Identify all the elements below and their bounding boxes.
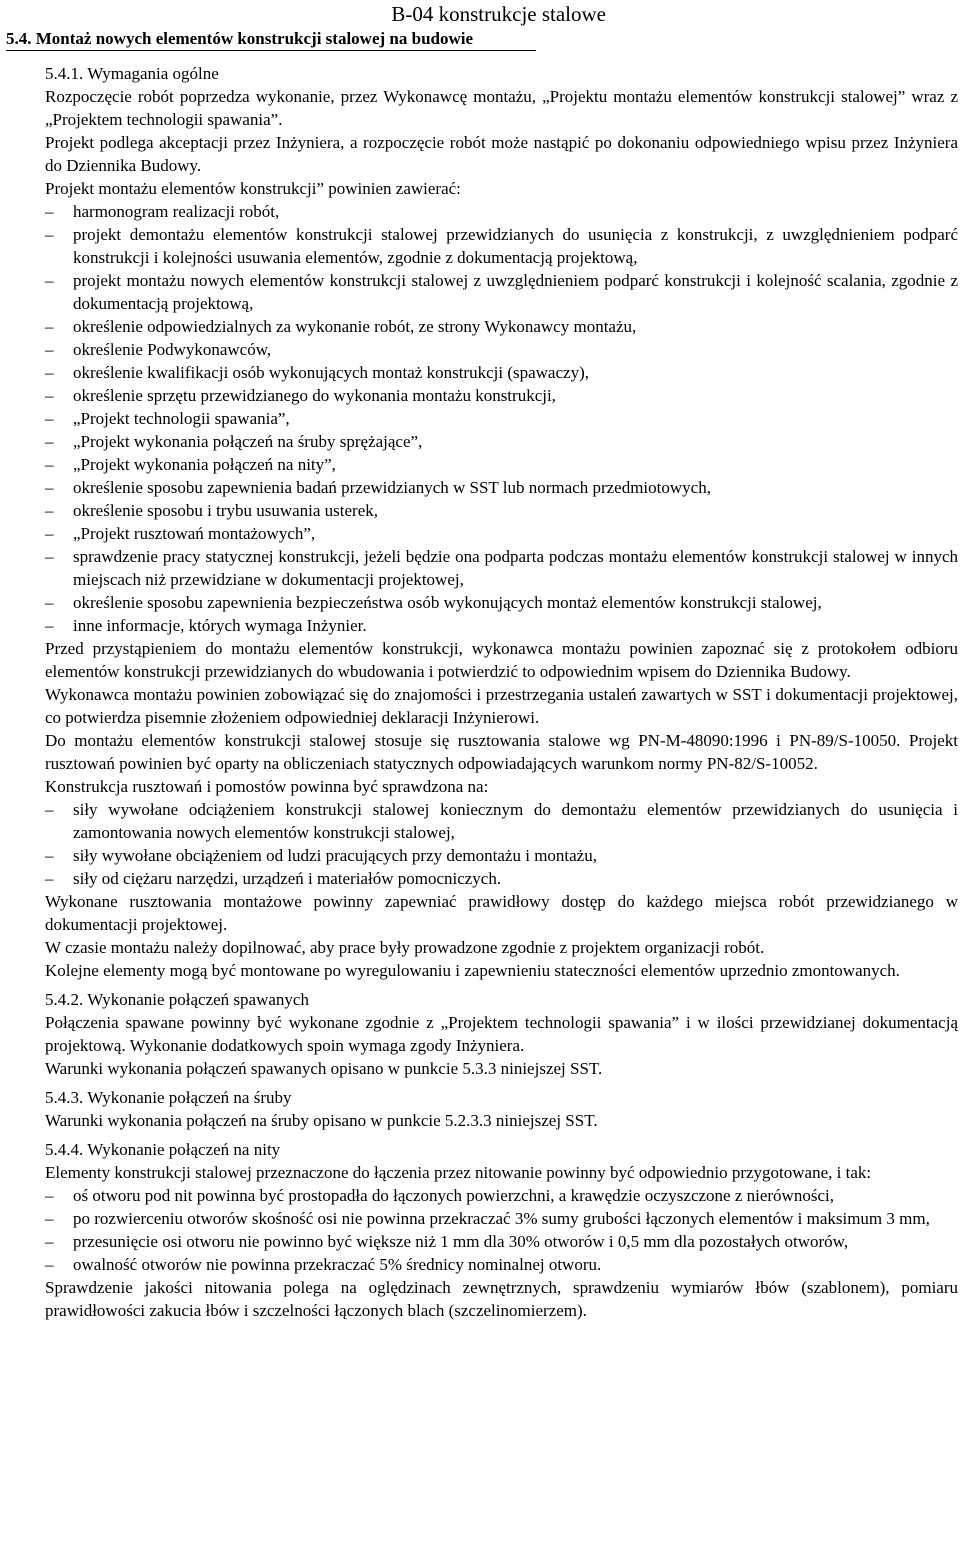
- paragraph: W czasie montażu należy dopilnować, aby prace były prowadzone zgodnie z projektem organizacji robót.: [45, 938, 765, 957]
- paragraph: Kolejne elementy mogą być montowane po wyregulowaniu i zapewnieniu stateczności elementów uprzednio zmontowanych.: [45, 961, 900, 980]
- list-item-text: „Projekt rusztowań montażowych”,: [73, 524, 316, 543]
- list-item: [45, 338, 958, 361]
- document-title: B-04 konstrukcje stalowe: [391, 2, 606, 26]
- list-item: [45, 867, 958, 890]
- paragraph: Sprawdzenie jakości nitowania polega na oględzinach zewnętrznych, sprawdzeniu wymiarów łbów (szablonem), pomiaru prawidłowości zakucia łbów i szczelności łączonych blach (szczelinomierzem).: [45, 1278, 958, 1320]
- list-item: [45, 522, 958, 545]
- dash-bullet-icon: –: [45, 225, 54, 244]
- paragraph: 5.4.3. Wykonanie połączeń na śruby: [45, 1088, 292, 1107]
- paragraph: Konstrukcja rusztowań i pomostów powinna być sprawdzona na:: [45, 777, 489, 796]
- list-item: [45, 1184, 958, 1207]
- document-body: [45, 62, 958, 1322]
- paragraph: Rozpoczęcie robót poprzedza wykonanie, przez Wykonawcę montażu, „Projektu montażu elementów konstrukcji stalowej” wraz z „Projektem technologii spawania”.: [45, 87, 958, 129]
- list-item: [45, 1230, 958, 1253]
- list-item-text: określenie sposobu i trybu usuwania usterek,: [73, 501, 378, 520]
- dash-bullet-icon: –: [45, 432, 54, 451]
- list-item: [45, 844, 958, 867]
- paragraph: Projekt podlega akceptacji przez Inżyniera, a rozpoczęcie robót może nastąpić po dokonaniu odpowiedniego wpisu przez Inżyniera do Dziennika Budowy.: [45, 133, 958, 175]
- list-item: [45, 545, 958, 591]
- list-item-text: siły od ciężaru narzędzi, urządzeń i materiałów pomocniczych.: [73, 869, 502, 888]
- list-item-text: siły wywołane obciążeniem od ludzi pracujących przy demontażu i montażu,: [73, 846, 597, 865]
- paragraph: Wykonawca montażu powinien zobowiązać się do znajomości i przestrzegania ustaleń zawartych w SST i dokumentacji projektowej, co potwierdza pisemnie złożeniem odpowiedniej deklaracji Inżynierowi.: [45, 685, 958, 727]
- dash-bullet-icon: –: [45, 386, 54, 405]
- list-item: [45, 407, 958, 430]
- list-item: [45, 453, 958, 476]
- list-item-text: projekt montażu nowych elementów konstrukcji stalowej z uwzględnieniem podparć konstrukcji i kolejność scalania, zgodnie z dokumentacją projektową,: [73, 271, 958, 313]
- dash-bullet-icon: –: [45, 478, 54, 497]
- list-item-text: oś otworu pod nit powinna być prostopadła do łączonych powierzchni, a krawędzie oczyszczone z nierówności,: [73, 1186, 834, 1205]
- dash-bullet-icon: –: [45, 1209, 54, 1228]
- paragraph: Przed przystąpieniem do montażu elementów konstrukcji, wykonawca montażu powinien zapoznać się z protokołem odbioru elementów konstrukcji przewidzianych do wbudowania i potwierdzić to odpowiednim wpisem do Dziennika Budowy.: [45, 639, 958, 681]
- list-item-text: określenie odpowiedzialnych za wykonanie robót, ze strony Wykonawcy montażu,: [73, 317, 637, 336]
- section-heading: 5.4. Montaż nowych elementów konstrukcji stalowej na budowie: [6, 29, 536, 51]
- dash-bullet-icon: –: [45, 593, 54, 612]
- paragraph: 5.4.1. Wymagania ogólne: [45, 64, 219, 83]
- dash-bullet-icon: –: [45, 202, 54, 221]
- bullet-list: [45, 200, 958, 637]
- dash-bullet-icon: –: [45, 1186, 54, 1205]
- list-item: [45, 1207, 958, 1230]
- paragraph: Połączenia spawane powinny być wykonane zgodnie z „Projektem technologii spawania” i w ilości przewidzianej dokumentacją projektową. Wykonanie dodatkowych spoin wymaga zgody Inżyniera.: [45, 1013, 958, 1055]
- dash-bullet-icon: –: [45, 869, 54, 888]
- paragraph: 5.4.2. Wykonanie połączeń spawanych: [45, 990, 309, 1009]
- dash-bullet-icon: –: [45, 363, 54, 382]
- paragraph: Warunki wykonania połączeń na śruby opisano w punkcie 5.2.3.3 niniejszej SST.: [45, 1111, 598, 1130]
- list-item-text: inne informacje, których wymaga Inżynier.: [73, 616, 367, 635]
- list-item-text: określenie sprzętu przewidzianego do wykonania montażu konstrukcji,: [73, 386, 556, 405]
- list-item-text: sprawdzenie pracy statycznej konstrukcji, jeżeli będzie ona podparta podczas montażu elementów konstrukcji stalowej w innych miejscach niż przewidziane w dokumentacji projektowej,: [73, 547, 958, 589]
- paragraph: Projekt montażu elementów konstrukcji” powinien zawierać:: [45, 179, 461, 198]
- list-item: [45, 200, 958, 223]
- list-item-text: po rozwierceniu otworów skośność osi nie powinna przekraczać 3% sumy grubości łączonych elementów i maksimum 3 mm,: [73, 1209, 930, 1228]
- paragraph: Elementy konstrukcji stalowej przeznaczone do łączenia przez nitowanie powinny być odpowiednio przygotowane, i tak:: [45, 1163, 872, 1182]
- dash-bullet-icon: –: [45, 271, 54, 290]
- list-item: [45, 430, 958, 453]
- list-item: [45, 269, 958, 315]
- list-item-text: określenie sposobu zapewnienia badań przewidzianych w SST lub normach przedmiotowych,: [73, 478, 711, 497]
- list-item: [45, 384, 958, 407]
- paragraph: Do montażu elementów konstrukcji stalowej stosuje się rusztowania stalowe wg PN-M-48090:1996 i PN-89/S-10050. Projekt rusztowań powinien być oparty na obliczeniach statycznych odpowiadających warunkom normy PN-82/S-10052.: [45, 731, 958, 773]
- list-item: [45, 223, 958, 269]
- dash-bullet-icon: –: [45, 409, 54, 428]
- list-item-text: określenie sposobu zapewnienia bezpieczeństwa osób wykonujących montaż elementów konstrukcji stalowej,: [73, 593, 822, 612]
- paragraph: Warunki wykonania połączeń spawanych opisano w punkcie 5.3.3 niniejszej SST.: [45, 1059, 603, 1078]
- paragraph: 5.4.4. Wykonanie połączeń na nity: [45, 1140, 281, 1159]
- list-item: [45, 591, 958, 614]
- list-item-text: przesunięcie osi otworu nie powinno być większe niż 1 mm dla 30% otworów i 0,5 mm dla pozostałych otworów,: [73, 1232, 849, 1251]
- list-item-text: określenie Podwykonawców,: [73, 340, 272, 359]
- dash-bullet-icon: –: [45, 846, 54, 865]
- dash-bullet-icon: –: [45, 547, 54, 566]
- list-item-text: harmonogram realizacji robót,: [73, 202, 280, 221]
- list-item-text: „Projekt technologii spawania”,: [73, 409, 290, 428]
- dash-bullet-icon: –: [45, 455, 54, 474]
- list-item: [45, 499, 958, 522]
- dash-bullet-icon: –: [45, 1255, 54, 1274]
- list-item-text: owalność otworów nie powinna przekraczać 5% średnicy nominalnej otworu.: [73, 1255, 602, 1274]
- list-item: [45, 798, 958, 844]
- dash-bullet-icon: –: [45, 1232, 54, 1251]
- list-item-text: projekt demontażu elementów konstrukcji stalowej przewidzianych do usunięcia z konstrukcji, z uwzględnieniem podparć konstrukcji i kolejności usuwania elementów, zgodnie z dokumentacją projektową,: [73, 225, 958, 267]
- dash-bullet-icon: –: [45, 317, 54, 336]
- dash-bullet-icon: –: [45, 340, 54, 359]
- list-item-text: „Projekt wykonania połączeń na śruby sprężające”,: [73, 432, 423, 451]
- list-item-text: „Projekt wykonania połączeń na nity”,: [73, 455, 336, 474]
- list-item: [45, 476, 958, 499]
- list-item: [45, 315, 958, 338]
- list-item: [45, 614, 958, 637]
- list-item: [45, 1253, 958, 1276]
- list-item-text: siły wywołane odciążeniem konstrukcji stalowej koniecznym do demontażu elementów przewidzianych do usunięcia i zamontowania nowych elementów konstrukcji stalowej,: [73, 800, 958, 842]
- dash-bullet-icon: –: [45, 501, 54, 520]
- list-item-text: określenie kwalifikacji osób wykonujących montaż konstrukcji (spawaczy),: [73, 363, 589, 382]
- dash-bullet-icon: –: [45, 616, 54, 635]
- bullet-list: [45, 798, 958, 890]
- paragraph: Wykonane rusztowania montażowe powinny zapewniać prawidłowy dostęp do każdego miejsca robót przewidzianego w dokumentacji projektowej.: [45, 892, 958, 934]
- bullet-list: [45, 1184, 958, 1276]
- dash-bullet-icon: –: [45, 524, 54, 543]
- list-item: [45, 361, 958, 384]
- dash-bullet-icon: –: [45, 800, 54, 819]
